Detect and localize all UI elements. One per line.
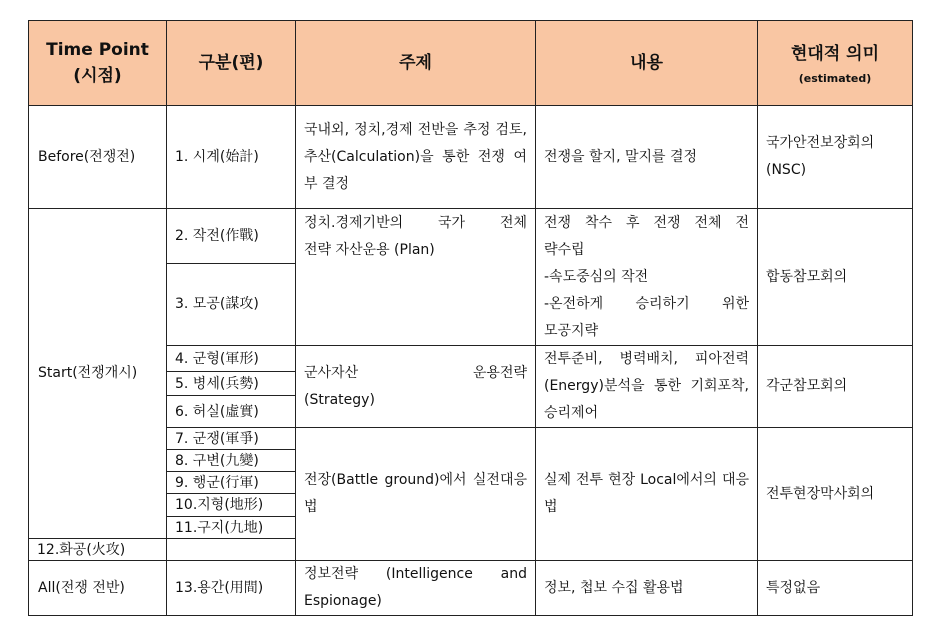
- modern-cell: 전투현장막사회의: [758, 428, 913, 561]
- theme-line: 군사자산 운용전략: [304, 364, 527, 381]
- theme-cell: [296, 346, 536, 428]
- content-cell: 정보, 첩보 수집 활용법: [536, 561, 758, 616]
- category-cell: 6. 허실(虛實): [167, 396, 296, 428]
- theme-line: 정치.경제기반의 국가 전체: [304, 215, 527, 231]
- category-cell: 4. 군형(軍形): [167, 346, 296, 372]
- category-cell: 1. 시계(始計): [167, 106, 296, 209]
- header-time-point-label: Time Point: [46, 39, 149, 60]
- table-row: [29, 561, 913, 616]
- modern-cell: 각군참모회의: [758, 346, 913, 428]
- category-cell: 8. 구변(九變): [167, 450, 296, 472]
- category-cell: 11.구지(九地): [167, 517, 296, 539]
- content-line: -속도중심의 작전: [544, 269, 649, 285]
- category-cell: 5. 병세(兵勢): [167, 372, 296, 396]
- category-cell: 7. 군쟁(軍爭): [167, 428, 296, 450]
- content-cell: 실제 전투 현장 Local에서의 대응법: [536, 428, 758, 561]
- header-time-point-sub: (시점): [73, 66, 122, 86]
- modern-cell: 국가안전보장회의(NSC): [758, 106, 913, 209]
- header-modern-sub: (estimated): [798, 71, 872, 85]
- content-cell: 전투준비, 병력배치, 피아전력(Energy)분석을 통한 기회포착, 승리제어: [536, 346, 758, 428]
- header-theme: 주제: [296, 21, 536, 106]
- content-line: -온전하게 승리하기 위한: [544, 296, 749, 312]
- theme-line: 전략 자산운용 (Plan): [304, 242, 435, 258]
- theme-line: 정보전략 (Intelligence and: [304, 566, 527, 582]
- modern-cell: 합동참모회의: [758, 209, 913, 346]
- category-cell: 9. 행군(行軍): [167, 472, 296, 494]
- header-content: 내용: [536, 21, 758, 106]
- sunzi-table: [28, 20, 913, 616]
- theme-line: (Strategy): [304, 391, 375, 408]
- theme-cell: 국내외, 정치,경제 전반을 추정 검토, 추산(Calculation)을 통한 전쟁 여부 결정: [296, 106, 536, 209]
- theme-cell: [296, 561, 536, 616]
- content-line: 모공지략: [544, 323, 599, 339]
- category-cell: 3. 모공(謀攻): [167, 264, 296, 346]
- theme-line: Espionage): [304, 593, 382, 609]
- category-cell: 13.용간(用間): [167, 561, 296, 616]
- category-cell: 2. 작전(作戰): [167, 209, 296, 264]
- table-row: [29, 209, 913, 264]
- category-cell: 12.화공(火攻): [29, 539, 167, 561]
- theme-cell: 전장(Battle ground)에서 실전대응법: [296, 428, 536, 561]
- time-start: Start(전쟁개시): [29, 209, 167, 539]
- content-line: 략수립: [544, 242, 585, 258]
- content-cell: [536, 209, 758, 346]
- header-time-point: [29, 21, 167, 106]
- header-category: 구분(편): [167, 21, 296, 106]
- table-row: [29, 106, 913, 209]
- content-cell: 전쟁을 할지, 말지를 결정: [536, 106, 758, 209]
- modern-cell: 특정없음: [758, 561, 913, 616]
- time-all: All(전쟁 전반): [29, 561, 167, 616]
- header-modern-label: 현대적 의미: [790, 44, 880, 65]
- theme-cell: [296, 209, 536, 346]
- header-row: [29, 21, 913, 106]
- category-cell: 10.지형(地形): [167, 494, 296, 517]
- time-before: Before(전쟁전): [29, 106, 167, 209]
- header-modern: [758, 21, 913, 106]
- content-line: 전쟁 착수 후 전쟁 전체 전: [544, 215, 749, 231]
